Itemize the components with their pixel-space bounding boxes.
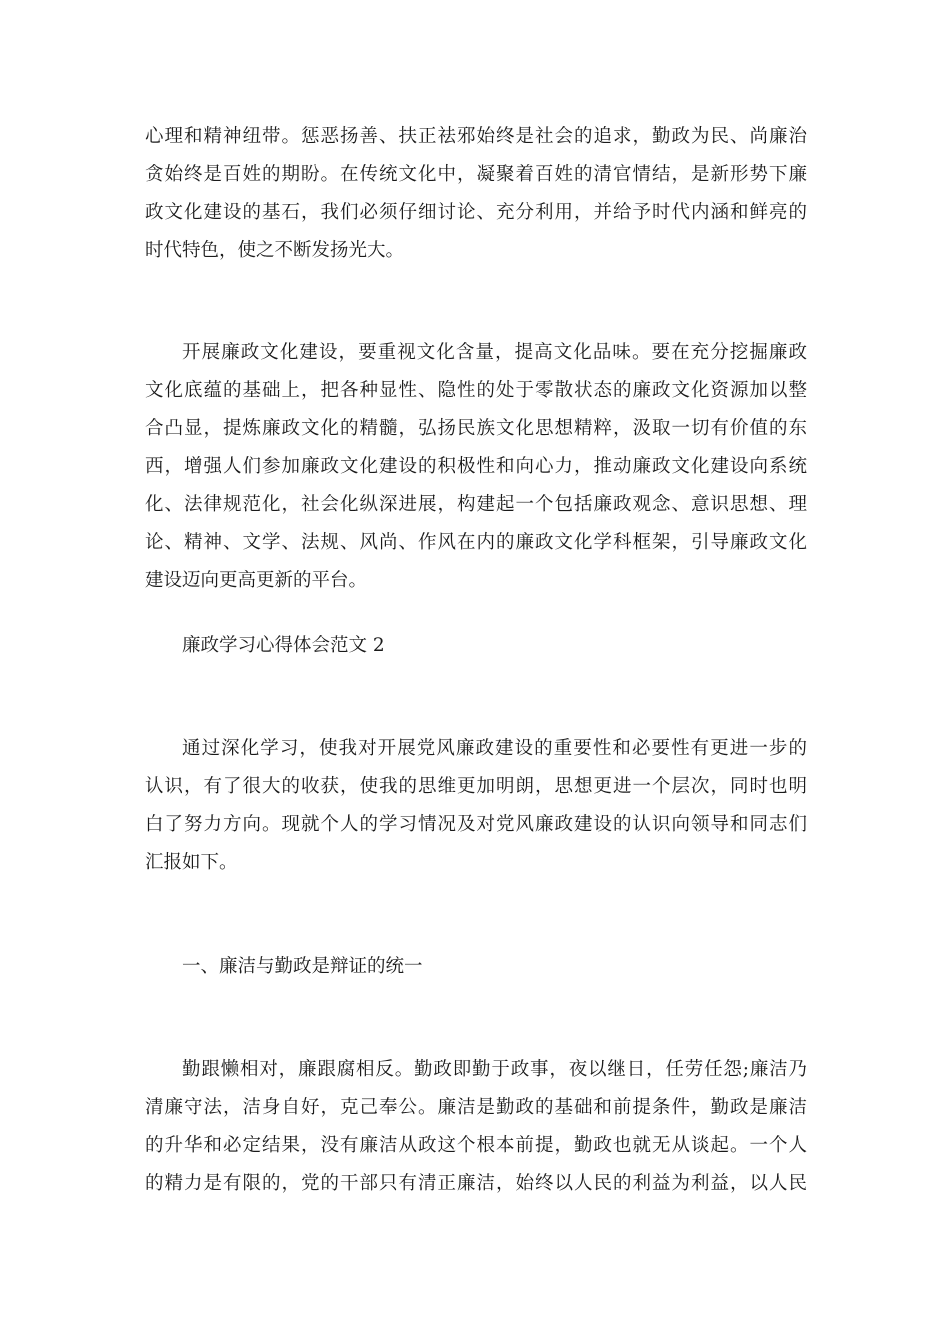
paragraph-line: 心理和精神纽带。惩恶扬善、扶正祛邪始终是社会的追求，勤政为民、尚廉治: [145, 126, 807, 147]
paragraph-line: 贪始终是百姓的期盼。在传统文化中，凝聚着百姓的清官情结，是新形势下廉: [145, 164, 807, 185]
paragraph-line: 汇报如下。: [145, 852, 238, 873]
paragraph-line: 合凸显，提炼廉政文化的精髓，弘扬民族文化思想精粹，汲取一切有价值的东: [145, 418, 807, 439]
paragraph-line: 的精力是有限的，党的干部只有清正廉洁，始终以人民的利益为利益，以人民: [145, 1173, 807, 1194]
paragraph-line: 认识，有了很大的收获，使我的思维更加明朗，思想更进一个层次，同时也明: [145, 776, 807, 797]
paragraph-line: 化、法律规范化，社会化纵深进展，构建起一个包括廉政观念、意识思想、理: [145, 494, 807, 515]
paragraph-line: 清廉守法，洁身自好，克己奉公。廉洁是勤政的基础和前提条件，勤政是廉洁: [145, 1097, 807, 1118]
paragraph-line: 西，增强人们参加廉政文化建设的积极性和向心力，推动廉政文化建设向系统: [145, 456, 807, 477]
subheading: 一、廉洁与勤政是辩证的统一: [182, 956, 423, 977]
section-title: 廉政学习心得体会范文 2: [182, 635, 385, 656]
paragraph-line: 建设迈向更高更新的平台。: [145, 570, 368, 591]
paragraph-line: 的升华和必定结果，没有廉洁从政这个根本前提，勤政也就无从谈起。一个人: [145, 1135, 807, 1156]
paragraph-line: 论、精神、文学、法规、风尚、作风在内的廉政文化学科框架，引导廉政文化: [145, 532, 807, 553]
paragraph-line: 白了努力方向。现就个人的学习情况及对党风廉政建设的认识向领导和同志们: [145, 814, 807, 835]
paragraph-line: 文化底蕴的基础上，把各种显性、隐性的处于零散状态的廉政文化资源加以整: [145, 380, 807, 401]
paragraph-line: 通过深化学习，使我对开展党风廉政建设的重要性和必要性有更进一步的: [182, 738, 807, 759]
paragraph-line: 时代特色，使之不断发扬光大。: [145, 240, 405, 261]
paragraph-line: 开展廉政文化建设，要重视文化含量，提高文化品味。要在充分挖掘廉政: [182, 342, 807, 363]
paragraph-line: 政文化建设的基石，我们必须仔细讨论、充分利用，并给予时代内涵和鲜亮的: [145, 202, 807, 223]
paragraph-line: 勤跟懒相对，廉跟腐相反。勤政即勤于政事，夜以继日，任劳任怨;廉洁乃: [182, 1059, 807, 1080]
